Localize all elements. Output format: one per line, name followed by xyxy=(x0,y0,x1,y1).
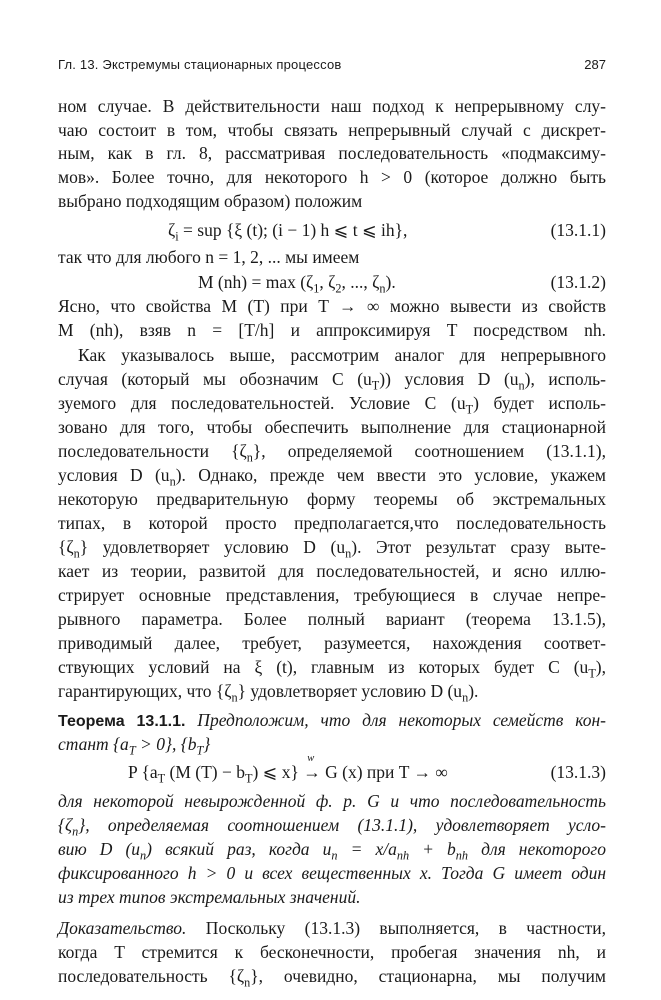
text-line: последовательности $\{\zeta_n\}$, определяемой соотношением (13.1.1), xyxy=(58,441,606,465)
theorem-line: $\{\zeta_n\}$, определяемая соотношением (13.1.1), удовлетворяет усло- xyxy=(58,815,606,839)
equation-tag: (13.1.1) xyxy=(550,220,606,240)
text-line: зуемого для последовательностей. Условие C $(u_T)$ будет исполь- xyxy=(58,393,606,417)
text-line: $\{\zeta_n\}$ удовлетворяет условию D $(u_n)$. Этот результат сразу выте- xyxy=(58,537,606,561)
proof-line: последовательность $\{\zeta_n\}$, очевидно, стационарна, мы получим xyxy=(58,966,607,990)
text-line: случая (который мы обозначим C $(u_T)$) условия D $(u_n)$, исполь- xyxy=(58,369,606,393)
text-line: Как указывалось выше, рассмотрим аналог для непрерывного xyxy=(78,345,606,365)
equation-tag: (13.1.3) xyxy=(550,762,606,782)
theorem-line: для некоторой невырожденной ф. р. G и что последовательность xyxy=(58,791,606,811)
text-line: так что для любого n = 1, 2, ... мы имеем xyxy=(58,247,360,267)
text-line: гарантирующих, что $\{\zeta_n\}$ удовлетворяет условию D $(u_n)$. xyxy=(58,681,479,705)
equation-body: P {$a_T$ (M $(T) - b_T$) ⩽ x} → w G (x) при T → ∞ xyxy=(128,753,448,786)
text-line: выбрано подходящим образом) положим xyxy=(58,191,363,211)
text-line: M (nh), взяв n = [T/h] и аппроксимируя T посредством nh. xyxy=(58,320,606,340)
theorem-line: Теорема 13.1.1. Предположим, что для некоторых семейств кон- xyxy=(58,710,606,730)
text-line: мов». Более точно, для некоторого h > 0 (которое должно быть xyxy=(58,167,606,187)
text-line: условия D $(u_n)$. Однако, прежде чем ввести это условие, укажем xyxy=(58,465,606,489)
text-line: типах, в которой просто предполагается,что последовательность xyxy=(58,513,606,533)
equation-body: M $(nh) = \max (\zeta_1$, $\zeta_2$, ..., $\zeta_n$). xyxy=(198,272,396,296)
chapter-title: Гл. 13. Экстремумы стационарных процессов xyxy=(58,57,342,72)
text-line: кает из теории, развитой для последовательностей, и ясно иллю- xyxy=(58,561,606,581)
text-line: чаю состоит в том, чтобы связать непрерывный случай с дискрет- xyxy=(58,120,606,140)
proof-line: когда T стремится к бесконечности, пробегая значения nh, и xyxy=(58,942,606,962)
text-line: ном случае. В действительности наш подход к непрерывному слу- xyxy=(58,96,606,116)
theorem-line: вию D $(u_n)$ всякий раз, когда $u_n = x/a_{nh} + b_{nh}$ для некоторого xyxy=(58,839,606,863)
text-line: стрирует основные представления, требующиеся в случае непре- xyxy=(58,585,606,605)
running-header xyxy=(58,57,606,79)
text-line: рывного параметра. Более полный вариант (теорема 13.1.5), xyxy=(58,609,606,629)
proof-line: Доказательство. Поскольку (13.1.3) выполняется, в частности, xyxy=(58,918,606,938)
page-number: 287 xyxy=(584,57,606,72)
equation-tag: (13.1.2) xyxy=(550,272,606,292)
text-line: ствующих условий на ξ (t), главным из которых будет C $(u_T)$, xyxy=(58,657,606,681)
theorem-line: стант $\{a_T > 0\}$, $\{b_T\}$ xyxy=(58,734,211,758)
equation-body: $\zeta_i$ = sup {ξ (t); (i − 1) h ⩽ t ⩽ ih}, xyxy=(168,220,408,244)
text-line: Ясно, что свойства M (T) при T → ∞ можно вывести из свойств xyxy=(58,296,606,316)
theorem-line: фиксированного h > 0 и всех вещественных x. Тогда G имеет один xyxy=(58,863,606,883)
text-line: зовано для того, чтобы обеспечить выполнение для стационарной xyxy=(58,417,606,437)
text-line: ным, как в гл. 8, рассматривая последовательность «подмаксиму- xyxy=(58,143,606,163)
text-line: приводимый далее, требует, разумеется, нахождения соответ- xyxy=(58,633,606,653)
theorem-line: из трех типов экстремальных значений. xyxy=(58,887,361,907)
text-line: некоторую предварительную форму теоремы об экстремальных xyxy=(58,489,606,509)
